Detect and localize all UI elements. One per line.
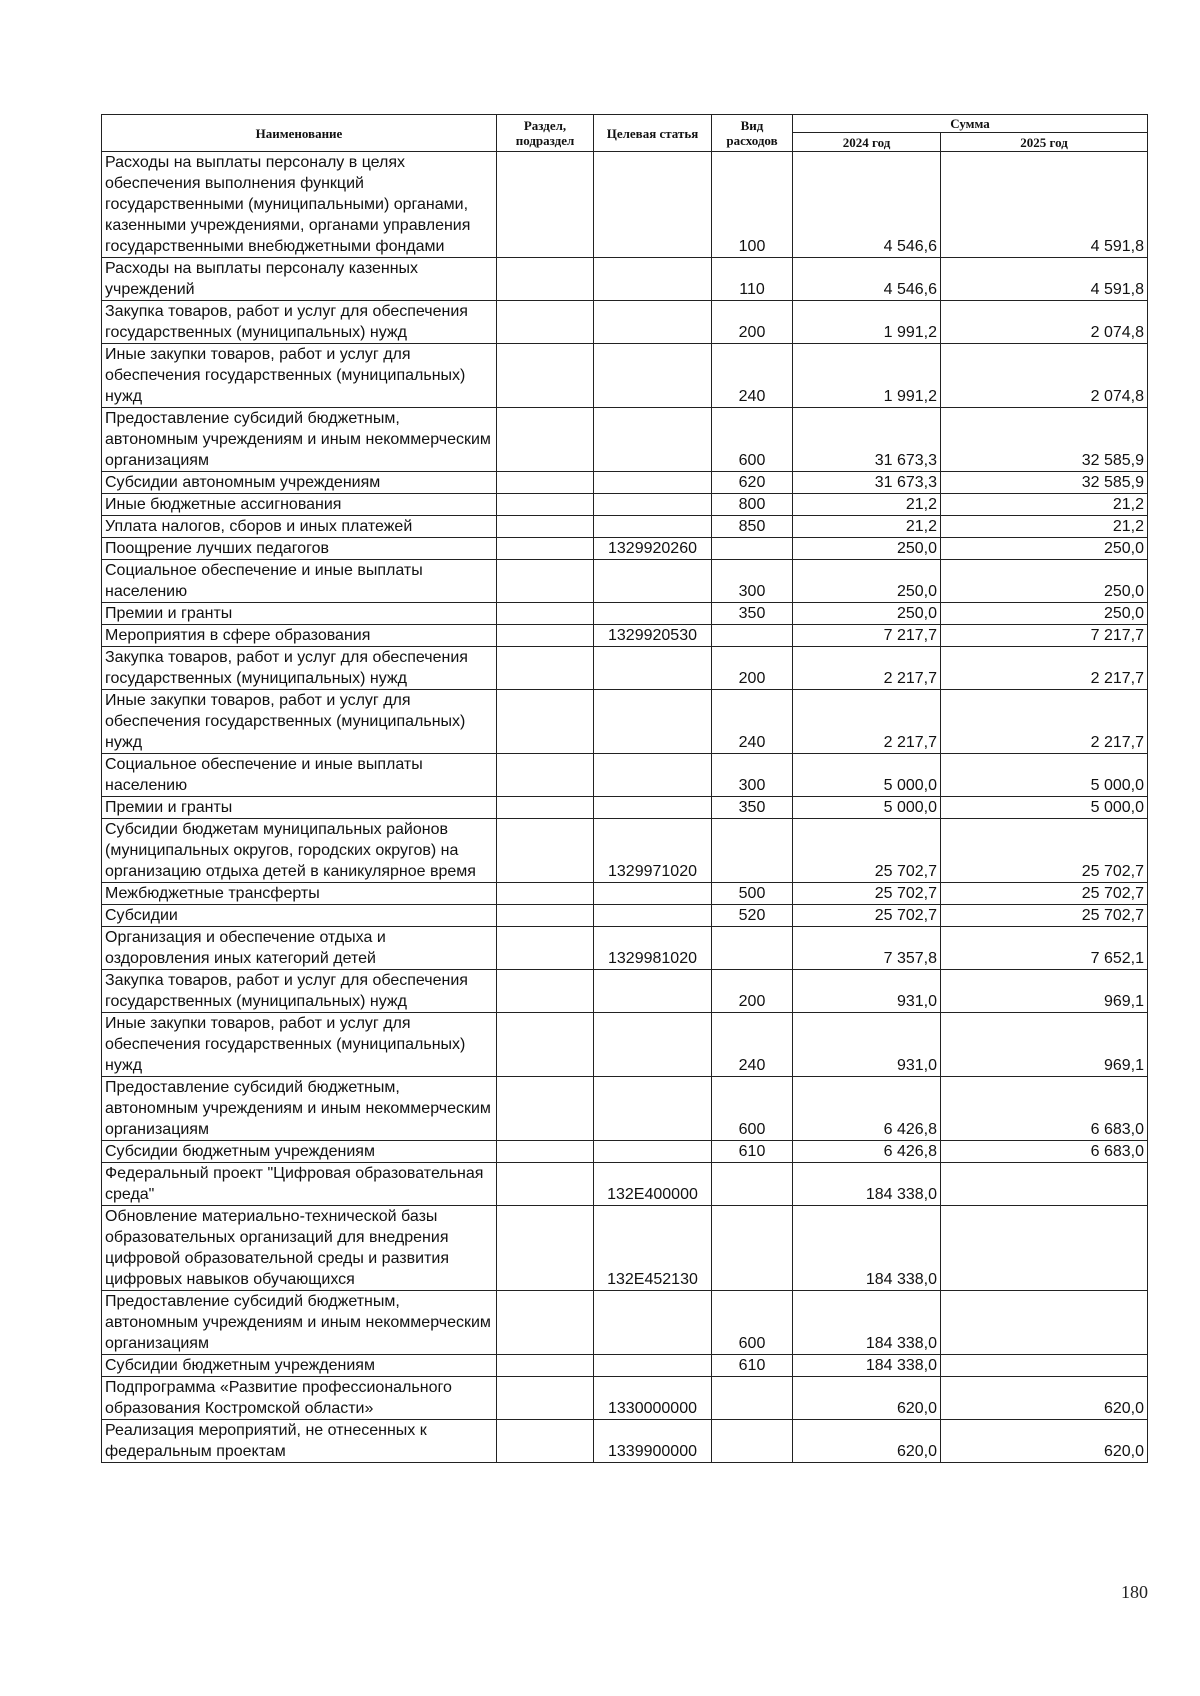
table-row [102,647,1148,690]
cell-section [497,408,594,472]
cell-section [497,819,594,883]
cell-section [497,494,594,516]
cell-section [497,1163,594,1206]
cell-sum-2024: 184 338,0 [793,1206,941,1291]
cell-expense-kind: 300 [712,560,793,603]
cell-section [497,152,594,258]
cell-name: Социальное обеспечение и иные выплаты населению [102,560,497,603]
cell-name: Организация и обеспечение отдыха и оздоровления иных категорий детей [102,927,497,970]
table-row [102,1013,1148,1077]
cell-sum-2025 [941,1355,1148,1377]
cell-sum-2025: 2 217,7 [941,690,1148,754]
cell-sum-2025: 620,0 [941,1377,1148,1420]
cell-name: Уплата налогов, сборов и иных платежей [102,516,497,538]
header-sum: Сумма [793,115,1148,133]
cell-sum-2025: 250,0 [941,538,1148,560]
cell-expense-kind: 350 [712,603,793,625]
cell-section [497,1420,594,1463]
header-target: Целевая статья [594,115,712,152]
table-row [102,754,1148,797]
cell-target-code: 1329920530 [594,625,712,647]
cell-section [497,1141,594,1163]
cell-target-code [594,1077,712,1141]
cell-sum-2024: 620,0 [793,1377,941,1420]
cell-expense-kind [712,927,793,970]
cell-sum-2024: 31 673,3 [793,408,941,472]
cell-target-code: 1339900000 [594,1420,712,1463]
table-row [102,1377,1148,1420]
cell-section [497,647,594,690]
cell-sum-2024: 1 991,2 [793,301,941,344]
cell-sum-2025: 6 683,0 [941,1141,1148,1163]
cell-target-code [594,1291,712,1355]
cell-expense-kind: 500 [712,883,793,905]
cell-sum-2025: 32 585,9 [941,408,1148,472]
cell-name: Расходы на выплаты персоналу казенных учреждений [102,258,497,301]
cell-name: Субсидии автономным учреждениям [102,472,497,494]
table-row [102,883,1148,905]
cell-sum-2025 [941,1291,1148,1355]
cell-sum-2024: 620,0 [793,1420,941,1463]
cell-name: Мероприятия в сфере образования [102,625,497,647]
cell-name: Субсидии бюджетам муниципальных районов (муниципальных округов, городских округов) на организацию отдыха детей в каникулярное время [102,819,497,883]
header-year-2025: 2025 год [941,133,1148,152]
cell-sum-2025: 7 217,7 [941,625,1148,647]
table-row [102,603,1148,625]
cell-name: Межбюджетные трансферты [102,883,497,905]
cell-target-code: 132E452130 [594,1206,712,1291]
cell-expense-kind [712,819,793,883]
table-row [102,472,1148,494]
cell-section [497,301,594,344]
table-row [102,408,1148,472]
cell-name: Предоставление субсидий бюджетным, автономным учреждениям и иным некоммерческим организациям [102,408,497,472]
cell-name: Субсидии бюджетным учреждениям [102,1141,497,1163]
cell-sum-2025: 21,2 [941,494,1148,516]
table-row [102,970,1148,1013]
budget-table [101,114,1148,1463]
cell-expense-kind: 200 [712,970,793,1013]
cell-section [497,690,594,754]
cell-sum-2025: 25 702,7 [941,905,1148,927]
cell-section [497,1355,594,1377]
cell-sum-2025 [941,1163,1148,1206]
table-row [102,494,1148,516]
cell-name: Иные закупки товаров, работ и услуг для обеспечения государственных (муниципальных) нужд [102,690,497,754]
table-row [102,625,1148,647]
cell-sum-2024: 25 702,7 [793,819,941,883]
cell-target-code [594,344,712,408]
table-header [102,115,1148,152]
cell-sum-2024: 4 546,6 [793,152,941,258]
table-row [102,538,1148,560]
cell-target-code [594,1013,712,1077]
cell-section [497,472,594,494]
table-row [102,927,1148,970]
cell-target-code [594,883,712,905]
cell-sum-2024: 31 673,3 [793,472,941,494]
cell-target-code [594,560,712,603]
cell-sum-2025: 2 074,8 [941,301,1148,344]
cell-expense-kind: 240 [712,690,793,754]
cell-sum-2025: 969,1 [941,970,1148,1013]
cell-sum-2024: 250,0 [793,603,941,625]
cell-sum-2025: 25 702,7 [941,819,1148,883]
table-row [102,301,1148,344]
cell-name: Федеральный проект "Цифровая образовательная среда" [102,1163,497,1206]
cell-target-code [594,1355,712,1377]
table-row [102,516,1148,538]
cell-expense-kind: 600 [712,1291,793,1355]
cell-sum-2025: 21,2 [941,516,1148,538]
table-row [102,560,1148,603]
cell-section [497,625,594,647]
cell-name: Закупка товаров, работ и услуг для обеспечения государственных (муниципальных) нужд [102,647,497,690]
cell-name: Закупка товаров, работ и услуг для обеспечения государственных (муниципальных) нужд [102,301,497,344]
cell-sum-2025: 6 683,0 [941,1077,1148,1141]
header-year-2024: 2024 год [793,133,941,152]
cell-sum-2025: 620,0 [941,1420,1148,1463]
cell-sum-2024: 25 702,7 [793,905,941,927]
table-row [102,344,1148,408]
cell-target-code [594,754,712,797]
cell-name: Реализация мероприятий, не отнесенных к федеральным проектам [102,1420,497,1463]
cell-sum-2024: 21,2 [793,516,941,538]
cell-expense-kind: 610 [712,1141,793,1163]
cell-sum-2024: 931,0 [793,970,941,1013]
cell-sum-2024: 2 217,7 [793,690,941,754]
cell-expense-kind: 200 [712,647,793,690]
table-row [102,1141,1148,1163]
cell-section [497,1206,594,1291]
cell-name: Субсидии бюджетным учреждениям [102,1355,497,1377]
table-row [102,152,1148,258]
cell-target-code [594,1141,712,1163]
cell-target-code: 1329920260 [594,538,712,560]
cell-expense-kind: 520 [712,905,793,927]
cell-target-code: 1329971020 [594,819,712,883]
cell-section [497,1291,594,1355]
cell-expense-kind: 100 [712,152,793,258]
cell-expense-kind: 800 [712,494,793,516]
cell-sum-2025: 32 585,9 [941,472,1148,494]
cell-sum-2024: 2 217,7 [793,647,941,690]
table-row [102,819,1148,883]
cell-expense-kind: 300 [712,754,793,797]
cell-target-code [594,152,712,258]
cell-sum-2024: 25 702,7 [793,883,941,905]
cell-section [497,754,594,797]
cell-sum-2025: 4 591,8 [941,258,1148,301]
cell-target-code [594,797,712,819]
cell-name: Предоставление субсидий бюджетным, автономным учреждениям и иным некоммерческим организациям [102,1291,497,1355]
table-row [102,797,1148,819]
cell-section [497,538,594,560]
table-row [102,905,1148,927]
cell-name: Обновление материально-технической базы образовательных организаций для внедрения цифровой образовательной среды и развития цифровых навыков обучающихся [102,1206,497,1291]
cell-expense-kind [712,538,793,560]
cell-target-code [594,258,712,301]
cell-target-code [594,494,712,516]
table-row [102,258,1148,301]
cell-sum-2024: 184 338,0 [793,1355,941,1377]
cell-expense-kind: 600 [712,1077,793,1141]
cell-target-code [594,472,712,494]
cell-expense-kind [712,1377,793,1420]
cell-sum-2024: 7 357,8 [793,927,941,970]
cell-name: Закупка товаров, работ и услуг для обеспечения государственных (муниципальных) нужд [102,970,497,1013]
cell-name: Иные бюджетные ассигнования [102,494,497,516]
cell-sum-2024: 250,0 [793,538,941,560]
table-body [102,152,1148,1463]
table-row [102,1291,1148,1355]
cell-target-code [594,408,712,472]
cell-sum-2025: 25 702,7 [941,883,1148,905]
cell-section [497,1013,594,1077]
cell-section [497,970,594,1013]
cell-target-code: 132E400000 [594,1163,712,1206]
cell-name: Расходы на выплаты персоналу в целях обеспечения выполнения функций государственными (муниципальными) органами, казенными учреждениями, органами управления государственными внебюджетными фондами [102,152,497,258]
cell-sum-2024: 250,0 [793,560,941,603]
header-name: Наименование [102,115,497,152]
header-section: Раздел, подраздел [497,115,594,152]
cell-sum-2024: 21,2 [793,494,941,516]
cell-section [497,797,594,819]
cell-target-code [594,690,712,754]
cell-sum-2024: 7 217,7 [793,625,941,647]
cell-sum-2025: 2 074,8 [941,344,1148,408]
cell-sum-2024: 184 338,0 [793,1291,941,1355]
cell-target-code [594,647,712,690]
table-row [102,1355,1148,1377]
cell-section [497,927,594,970]
cell-sum-2025: 7 652,1 [941,927,1148,970]
cell-sum-2024: 6 426,8 [793,1077,941,1141]
table-row [102,1420,1148,1463]
cell-sum-2025: 969,1 [941,1013,1148,1077]
table-row [102,1206,1148,1291]
cell-sum-2024: 184 338,0 [793,1163,941,1206]
cell-sum-2024: 931,0 [793,1013,941,1077]
cell-sum-2025: 4 591,8 [941,152,1148,258]
cell-name: Социальное обеспечение и иные выплаты населению [102,754,497,797]
cell-sum-2025: 5 000,0 [941,754,1148,797]
cell-section [497,560,594,603]
cell-target-code: 1330000000 [594,1377,712,1420]
cell-section [497,516,594,538]
cell-target-code: 1329981020 [594,927,712,970]
cell-expense-kind: 240 [712,1013,793,1077]
cell-sum-2025: 250,0 [941,560,1148,603]
cell-expense-kind: 620 [712,472,793,494]
cell-expense-kind [712,625,793,647]
cell-target-code [594,516,712,538]
cell-section [497,344,594,408]
cell-sum-2024: 5 000,0 [793,754,941,797]
cell-sum-2025 [941,1206,1148,1291]
cell-target-code [594,905,712,927]
cell-name: Предоставление субсидий бюджетным, автономным учреждениям и иным некоммерческим организациям [102,1077,497,1141]
cell-expense-kind: 610 [712,1355,793,1377]
cell-sum-2025: 5 000,0 [941,797,1148,819]
cell-name: Субсидии [102,905,497,927]
cell-name: Премии и гранты [102,797,497,819]
table-row [102,1163,1148,1206]
cell-section [497,905,594,927]
cell-name: Поощрение лучших педагогов [102,538,497,560]
cell-name: Иные закупки товаров, работ и услуг для обеспечения государственных (муниципальных) нужд [102,344,497,408]
cell-name: Подпрограмма «Развитие профессионального образования Костромской области» [102,1377,497,1420]
cell-expense-kind: 850 [712,516,793,538]
cell-sum-2024: 1 991,2 [793,344,941,408]
cell-target-code [594,301,712,344]
cell-expense-kind [712,1163,793,1206]
cell-target-code [594,970,712,1013]
cell-name: Иные закупки товаров, работ и услуг для обеспечения государственных (муниципальных) нужд [102,1013,497,1077]
cell-sum-2024: 4 546,6 [793,258,941,301]
cell-section [497,883,594,905]
page-number: 180 [1121,1582,1148,1602]
cell-expense-kind [712,1206,793,1291]
cell-expense-kind: 600 [712,408,793,472]
cell-name: Премии и гранты [102,603,497,625]
cell-section [497,1377,594,1420]
cell-section [497,1077,594,1141]
table-row [102,1077,1148,1141]
cell-sum-2024: 6 426,8 [793,1141,941,1163]
cell-expense-kind: 350 [712,797,793,819]
cell-expense-kind: 110 [712,258,793,301]
cell-expense-kind [712,1420,793,1463]
cell-expense-kind: 240 [712,344,793,408]
cell-section [497,258,594,301]
cell-target-code [594,603,712,625]
cell-sum-2024: 5 000,0 [793,797,941,819]
cell-section [497,603,594,625]
cell-sum-2025: 250,0 [941,603,1148,625]
table-row [102,690,1148,754]
header-kind: Вид расходов [712,115,793,152]
cell-expense-kind: 200 [712,301,793,344]
cell-sum-2025: 2 217,7 [941,647,1148,690]
